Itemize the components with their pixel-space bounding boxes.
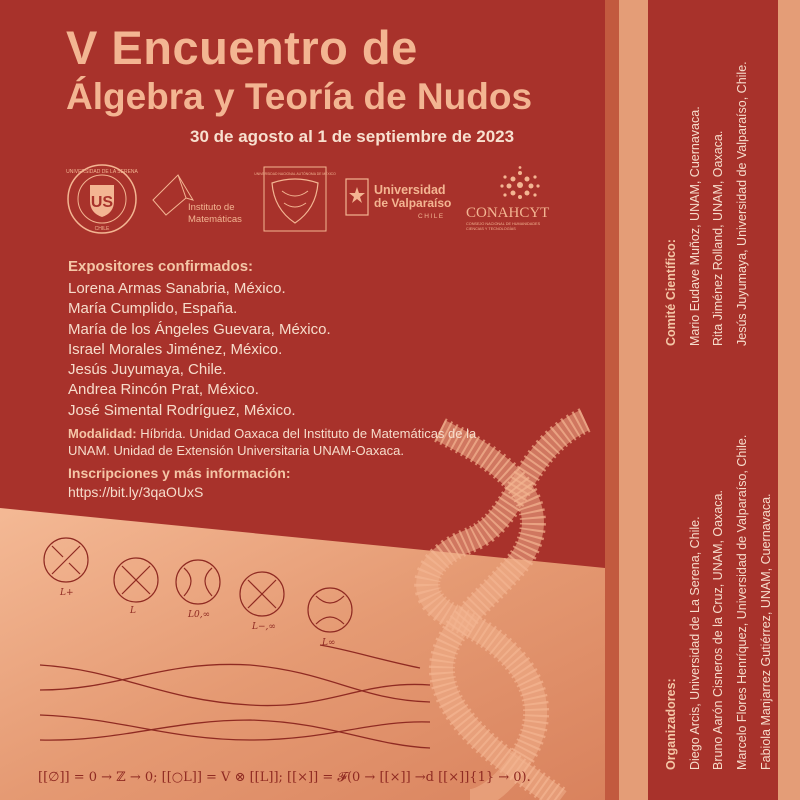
- unam-logo: [254, 163, 336, 235]
- serena-logo-top: UNIVERSIDAD DE LA SERENA: [66, 169, 138, 175]
- speaker-item: María Cumplido, España.: [68, 300, 238, 318]
- inscripciones-heading: Inscripciones y más información:: [68, 465, 291, 481]
- modalidad-label: Modalidad:: [68, 426, 137, 441]
- valpo-line-2: de Valparaíso: [374, 196, 452, 210]
- inscripciones-link[interactable]: https://bit.ly/3qaOUxS: [68, 484, 204, 500]
- speaker-item: Jesús Juyumaya, Chile.: [68, 361, 227, 379]
- speaker-item: Israel Morales Jiménez, México.: [68, 340, 283, 358]
- comite-block: [660, 61, 755, 346]
- comite-member: Jesús Juyumaya, Universidad de Valparaíso, Chile.: [735, 61, 750, 346]
- conahcyt-sub-2: CIENCIAS Y TECNOLOGÍAS: [466, 227, 516, 231]
- comite-member: Mario Eudave Muñoz, UNAM, Cuernavaca.: [687, 106, 702, 346]
- valpo-country: CHILE: [418, 213, 445, 220]
- organizadores-block: [660, 435, 779, 770]
- title-line-1: V Encuentro de: [66, 21, 418, 74]
- instituto-logo: [148, 170, 258, 235]
- comite-member: Rita Jiménez Rolland, UNAM, Oaxaca.: [711, 130, 726, 346]
- khovanov-formula: [[∅]] = 0 → ℤ → 0; [[○L]] = V ⊗ [[L]]; [[⨯]] = 𝓕(0 → [[⨯]] →d [[⨯]]{1} → 0).: [38, 770, 531, 785]
- event-dates: 30 de agosto al 1 de septiembre de 2023: [190, 127, 515, 146]
- conahcyt-name: CONAHCYT: [466, 205, 550, 221]
- instituto-line-2: Matemáticas: [188, 214, 242, 225]
- organizadores-heading: Organizadores:: [664, 678, 678, 770]
- unam-logo-text: UNIVERSIDAD NACIONAL AUTÓNOMA DE MÉXICO: [254, 172, 336, 176]
- organizador-member: Diego Arcis, Universidad de La Serena, Chile.: [687, 516, 702, 770]
- diagram-label: L: [130, 606, 136, 616]
- speaker-item: María de los Ángeles Guevara, México.: [68, 320, 331, 338]
- diagram-label: L0,∞: [188, 610, 211, 620]
- speaker-item: Andrea Rincón Prat, México.: [68, 381, 259, 399]
- valparaiso-logo: [344, 175, 454, 225]
- speakers-heading: Expositores confirmados:: [68, 258, 254, 275]
- conahcyt-sub-1: CONSEJO NACIONAL DE HUMANIDADES: [466, 222, 541, 226]
- serena-logo-mark: US: [90, 194, 114, 211]
- diagram-label: L−,∞: [252, 622, 276, 632]
- comite-heading: Comité Científico:: [664, 239, 678, 346]
- speaker-item: Lorena Armas Sanabria, México.: [68, 280, 286, 297]
- organizador-member: Bruno Aarón Cisneros de la Cruz, UNAM, Oaxaca.: [711, 490, 726, 770]
- diagram-label: L+: [60, 588, 74, 598]
- valpo-line-1: Universidad: [374, 183, 446, 197]
- organizador-member: Marcelo Flores Henríquez, Universidad de Valparaíso, Chile.: [735, 434, 750, 770]
- serena-logo: [66, 163, 138, 235]
- organizador-member: Fabiola Manjarrez Gutiérrez, UNAM, Cuernavaca.: [758, 493, 773, 770]
- serena-logo-bottom: CHILE: [94, 226, 110, 232]
- title-line-2: Álgebra y Teoría de Nudos: [66, 76, 533, 117]
- instituto-line-1: Instituto de: [188, 202, 235, 213]
- speaker-item: José Simental Rodríguez, México.: [68, 401, 296, 419]
- diagram-label: L∞: [322, 638, 336, 648]
- speakers-list: [68, 279, 331, 421]
- modalidad-text: Híbrida. Unidad Oaxaca del Instituto de Matemáticas de la UNAM. Unidad de Extensión Universitaria UNAM-Oaxaca.: [68, 426, 477, 458]
- modalidad: [68, 425, 508, 459]
- conahcyt-logo: [463, 165, 578, 235]
